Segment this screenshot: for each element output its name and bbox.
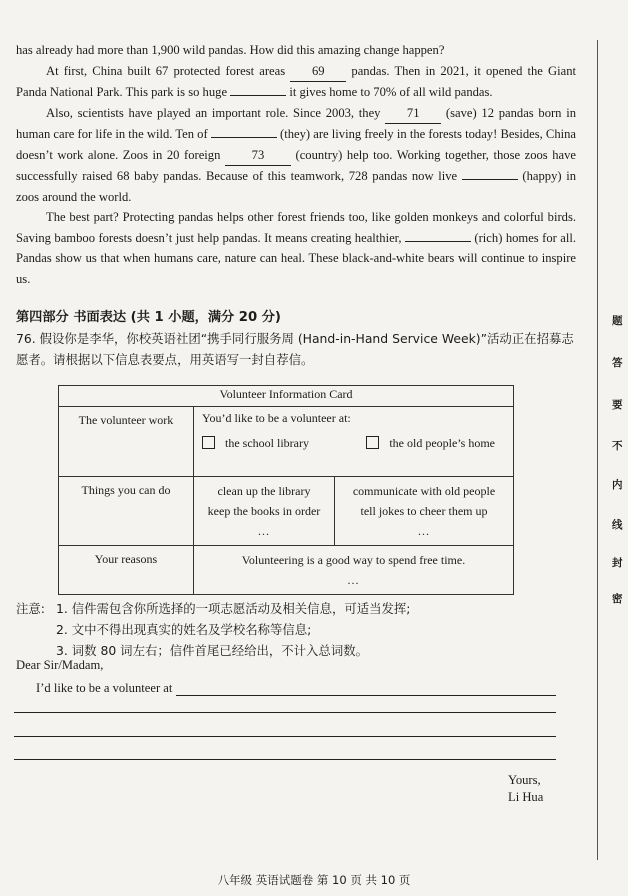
volunteer-prompt: You’d like to be a volunteer at: [202, 411, 351, 425]
letter-first-line [36, 681, 556, 696]
letter-greeting: Dear Sir/Madam, [16, 658, 104, 672]
passage-text: At first, China built 67 protected forest areas [46, 63, 286, 78]
volunteer-info-card [58, 385, 514, 595]
writing-notes [16, 598, 410, 661]
ellipsis: … [347, 573, 360, 587]
task-item: tell jokes to cheer them up [360, 504, 488, 518]
binding-char: 答 [612, 357, 623, 369]
reading-passage [16, 40, 576, 289]
checkbox-icon[interactable] [202, 436, 215, 449]
row-label-things-you-can-do: Things you can do [59, 477, 194, 546]
task-item: communicate with old people [352, 484, 496, 498]
blank-69[interactable]: 69 [290, 61, 346, 83]
option-old-peoples-home[interactable] [366, 436, 495, 451]
passage-text: has already had more than 1,900 wild pandas. How did this amazing change happen? [16, 43, 445, 57]
blank-72[interactable] [211, 137, 277, 138]
answer-line[interactable] [176, 683, 556, 696]
passage-paragraph-4 [16, 207, 576, 289]
card-title: Volunteer Information Card [59, 386, 514, 407]
binding-char: 要 [612, 399, 623, 411]
option-label: the school library [225, 436, 309, 450]
passage-text: (happy) in zoos around the world. [16, 169, 577, 204]
letter-opening: I’d like to be a volunteer at [36, 681, 173, 695]
letter-closing: Yours, [508, 773, 541, 787]
binding-char: 不 [612, 440, 623, 452]
passage-text: pandas. Then in 2021, it opened the Giant Panda National Park. This park is so huge [16, 63, 576, 99]
row-label-volunteer-work: The volunteer work [59, 407, 194, 477]
blank-73[interactable]: 73 [225, 145, 291, 167]
blank-75[interactable] [405, 241, 471, 242]
task-item: keep the books in order [207, 504, 321, 518]
answer-line[interactable] [14, 736, 556, 737]
binding-char: 密 [612, 593, 623, 605]
reasons-cell [194, 546, 514, 595]
binding-line [597, 40, 598, 860]
home-tasks-cell [335, 477, 514, 546]
passage-text: (save) 12 pandas born in human care for life in the wild. Ten of [16, 105, 576, 141]
row-label-reasons: Your reasons [59, 546, 194, 595]
question-76-prompt: 76. 假设你是李华，你校英语社团“携手同行服务周 (Hand-in-Hand Service Week)”活动正在招募志愿者。请根据以下信息表要点，用英语写一封自荐信。 [16, 331, 574, 367]
answer-line[interactable] [14, 712, 556, 713]
passage-text: (they) are living freely in the forests today! Besides, China doesn’t work alone. Zoos in 20 foreign [16, 127, 577, 162]
binding-char: 内 [612, 479, 623, 491]
checkbox-icon[interactable] [366, 436, 379, 449]
passage-paragraph-2 [16, 61, 576, 103]
passage-paragraph-3 [16, 103, 576, 208]
passage-text: (rich) homes for all. Pandas show us that when humans care, nature can heal. These black-and-white bears will continue to inspire us. [16, 230, 577, 286]
volunteer-work-cell [194, 407, 514, 477]
passage-text: (country) help too. Working together, those zoos have successfully raised 68 baby pandas. Because of this teamwork, 728 pandas now live [16, 147, 577, 183]
ellipsis: … [257, 524, 271, 538]
answer-line[interactable] [14, 759, 556, 760]
option-school-library[interactable] [202, 436, 309, 451]
option-label: the old people’s home [389, 436, 495, 450]
blank-74[interactable] [462, 179, 518, 180]
binding-char: 线 [612, 519, 623, 531]
note-item: 2. 文中不得出现真实的姓名及学校名称等信息; [56, 622, 312, 637]
page-footer: 八年级 英语试题卷 第 10 页 共 10 页 [217, 873, 411, 887]
blank-70[interactable] [230, 95, 286, 96]
blank-71[interactable]: 71 [385, 103, 441, 125]
binding-char: 题 [612, 315, 623, 327]
letter-signature [508, 772, 543, 806]
library-tasks-cell [194, 477, 335, 546]
task-item: clean up the library [217, 484, 311, 498]
reason-text: Volunteering is a good way to spend free time. [241, 553, 466, 567]
volunteer-options [202, 436, 505, 451]
note-item: 1. 信件需包含你所选择的一项志愿活动及相关信息，可适当发挥; [56, 601, 411, 616]
notes-label: 注意: [16, 601, 45, 616]
passage-text: Also, scientists have played an important role. Since 2003, they [46, 105, 381, 120]
note-item: 3. 词数 80 词左右；信件首尾已经给出，不计入总词数。 [56, 643, 368, 658]
passage-text: The best part? Protecting pandas helps other forest friends too, like golden monkeys and colorful birds. Saving bamboo forests doesn’t just help pandas. It means creating healthier, [16, 210, 576, 245]
section-heading: 第四部分 书面表达 (共 1 小题，满分 20 分) [16, 310, 281, 325]
ellipsis: … [417, 524, 431, 538]
passage-line-1 [16, 40, 576, 61]
letter-name: Li Hua [508, 790, 544, 804]
passage-text: it gives home to 70% of all wild pandas. [289, 85, 493, 99]
binding-char: 封 [612, 557, 623, 569]
